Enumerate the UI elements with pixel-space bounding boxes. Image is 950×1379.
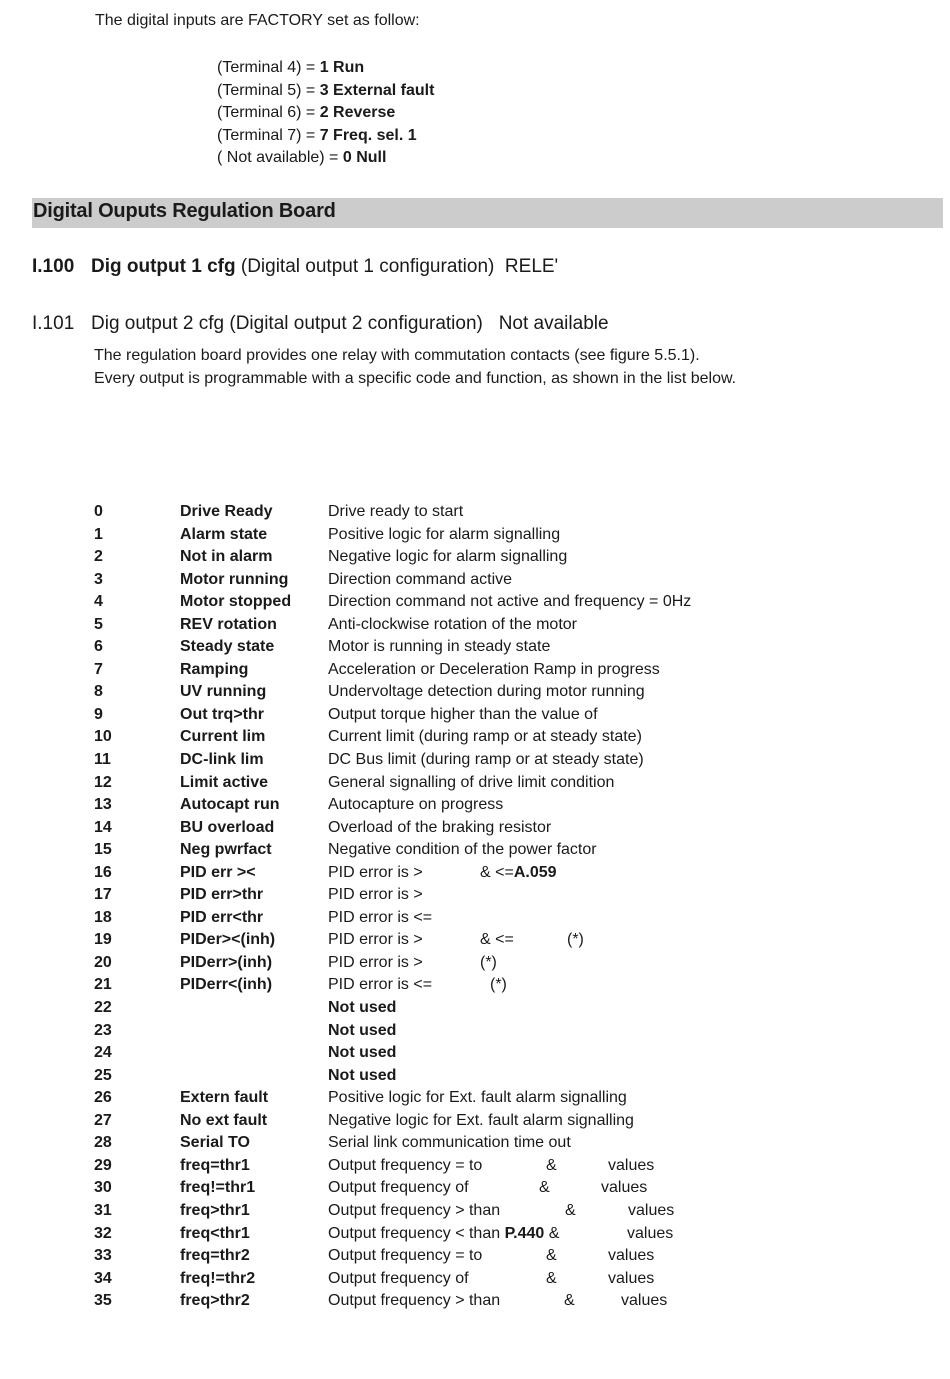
- description-text: Anti-clockwise rotation of the motor: [328, 615, 577, 633]
- output-name: No ext fault: [180, 1111, 268, 1129]
- output-name: freq!=thr2: [180, 1269, 256, 1287]
- output-code: 27: [94, 1111, 112, 1129]
- output-name: DC-link lim: [180, 751, 264, 769]
- terminal-value: 1 Run: [319, 59, 365, 76]
- description-tail: (*): [567, 931, 584, 949]
- description-text: PID error is <=: [328, 976, 433, 994]
- terminal-value: 3 External fault: [319, 81, 435, 99]
- output-name: PID err<thr: [180, 908, 264, 926]
- output-description: [328, 907, 432, 930]
- output-code: 5: [94, 615, 103, 633]
- output-code: 15: [94, 841, 112, 859]
- description-text: Direction command active: [328, 570, 513, 588]
- description-text: Output frequency of: [328, 1269, 469, 1287]
- description-text: Motor is running in steady state: [328, 638, 551, 656]
- output-code: 32: [94, 1224, 112, 1242]
- terminal-label: (Terminal 6) =: [217, 104, 320, 122]
- description-tail: values: [608, 1156, 655, 1174]
- output-code: 0: [94, 503, 103, 520]
- terminal-line: [217, 57, 434, 80]
- description-text: Direction command not active and frequency = 0Hz: [328, 593, 692, 611]
- output-name: Steady state: [180, 638, 275, 656]
- output-code: 33: [94, 1247, 112, 1265]
- output-code: 30: [94, 1179, 112, 1197]
- description-text: DC Bus limit (during ramp or at steady state): [328, 751, 644, 769]
- output-name: PIDerr>(inh): [180, 953, 273, 971]
- description-bold: A.059: [513, 863, 557, 881]
- output-description: [328, 1087, 627, 1110]
- description-text: Output frequency = to: [328, 1247, 483, 1265]
- output-code: 14: [94, 818, 112, 836]
- description-sep: &: [546, 1156, 557, 1174]
- description-text: Positive logic for Ext. fault alarm signalling: [328, 1089, 627, 1107]
- description-tail: values: [608, 1269, 655, 1287]
- output-description: [328, 772, 614, 795]
- description-tail: values: [601, 1179, 648, 1197]
- description-paragraph: [94, 344, 736, 390]
- description-bold: P.440: [504, 1224, 545, 1242]
- param-value: RELE': [504, 256, 559, 277]
- description-tail: (*): [480, 953, 497, 971]
- param-code: I.101: [32, 313, 75, 334]
- output-code: 8: [94, 683, 103, 701]
- description-text: PID error is >: [328, 863, 423, 881]
- param-name: Dig output 1 cfg: [91, 256, 236, 277]
- terminal-value: 2 Reverse: [319, 104, 396, 122]
- output-code: 9: [94, 705, 103, 723]
- description-text: General signalling of drive limit condition: [328, 773, 615, 791]
- output-name: Serial TO: [180, 1134, 250, 1152]
- description-text: PID error is >: [328, 931, 423, 949]
- param-value: Not available: [498, 313, 609, 334]
- output-name: Out trq>thr: [180, 705, 264, 723]
- param-i100: [32, 256, 558, 278]
- description-bold: Not used: [328, 1044, 397, 1062]
- description-text: Current limit (during ramp or at steady state): [328, 728, 642, 746]
- output-name: PID err ><: [180, 863, 256, 881]
- output-code: 21: [94, 976, 112, 994]
- output-description: [328, 1177, 469, 1200]
- output-description: [328, 569, 512, 592]
- output-code: 25: [94, 1066, 112, 1084]
- output-code: 18: [94, 908, 112, 926]
- description-tail: values: [627, 1224, 674, 1242]
- output-name: PID err>thr: [180, 886, 264, 904]
- description-tail: (*): [490, 976, 507, 994]
- output-description: [328, 952, 423, 975]
- output-code: 6: [94, 638, 103, 656]
- description-text: PID error is >: [328, 886, 423, 904]
- output-code: 23: [94, 1021, 112, 1039]
- paragraph-line: The regulation board provides one relay with commutation contacts (see figure 5.5.1).: [94, 347, 700, 364]
- output-description: [328, 1268, 469, 1291]
- description-text: Output frequency < than: [328, 1224, 505, 1242]
- output-description: [328, 501, 463, 524]
- description-sep: & <=: [480, 931, 514, 949]
- terminal-value: 7 Freq. sel. 1: [319, 126, 417, 144]
- output-description: [328, 862, 423, 885]
- description-text: Output frequency = to: [328, 1156, 483, 1174]
- terminal-line: [217, 125, 434, 148]
- output-name: freq=thr2: [180, 1247, 250, 1265]
- output-code: 3: [94, 570, 103, 588]
- description-text: Output frequency > than: [328, 1292, 501, 1310]
- paragraph-line: Every output is programmable with a specific code and function, as shown in the list below.: [94, 370, 737, 387]
- description-sep: &: [546, 1247, 557, 1265]
- terminal-label: (Terminal 4) =: [217, 59, 320, 76]
- output-name: Not in alarm: [180, 548, 273, 566]
- output-name: freq>thr2: [180, 1292, 250, 1310]
- description-text: Overload of the braking resistor: [328, 818, 552, 836]
- description-text: Acceleration or Deceleration Ramp in progress: [328, 660, 660, 678]
- output-code: 34: [94, 1269, 112, 1287]
- output-description: [328, 1245, 482, 1268]
- output-code: 35: [94, 1292, 112, 1310]
- output-description: [328, 591, 691, 614]
- description-sep: &: [564, 1292, 575, 1310]
- terminal-line: [217, 102, 434, 125]
- param-name: Dig output 2 cfg: [91, 313, 225, 334]
- output-name: Motor stopped: [180, 593, 292, 611]
- output-name: PIDer><(inh): [180, 931, 276, 949]
- output-description: [328, 884, 423, 907]
- output-description: [328, 1132, 571, 1155]
- output-name: Ramping: [180, 660, 249, 678]
- output-name: Autocapt run: [180, 796, 280, 814]
- output-name: REV rotation: [180, 615, 277, 633]
- terminal-label: ( Not available) =: [217, 149, 343, 167]
- output-description: [328, 1110, 634, 1133]
- output-name: freq<thr1: [180, 1224, 250, 1242]
- output-name: PIDerr<(inh): [180, 976, 273, 994]
- description-sep: & <=A.059: [480, 863, 557, 881]
- output-description: [328, 614, 577, 637]
- output-code: 24: [94, 1044, 112, 1062]
- output-name: freq!=thr1: [180, 1179, 256, 1197]
- output-code: 10: [94, 728, 112, 746]
- terminal-line: [217, 147, 434, 170]
- param-i101: [32, 313, 609, 335]
- terminal-list: [217, 57, 434, 170]
- output-description: [328, 749, 644, 772]
- intro-text: The digital inputs are FACTORY set as follow:: [95, 12, 420, 29]
- output-name: Alarm state: [180, 525, 268, 543]
- output-code: 11: [94, 751, 111, 769]
- param-desc: (Digital output 2 configuration): [229, 313, 483, 334]
- description-bold: Not used: [328, 999, 397, 1017]
- description-bold: Not used: [328, 1021, 397, 1039]
- output-name: freq>thr1: [180, 1201, 250, 1219]
- section-title: Digital Ouputs Regulation Board: [33, 200, 336, 222]
- output-code: 19: [94, 931, 112, 949]
- output-name: Current lim: [180, 728, 266, 746]
- description-text: Negative logic for Ext. fault alarm signalling: [328, 1111, 634, 1129]
- description-text: Serial link communication time out: [328, 1134, 571, 1152]
- param-code: I.100: [32, 256, 75, 277]
- output-name: BU overload: [180, 818, 275, 836]
- output-code: 31: [94, 1201, 112, 1219]
- output-code: 17: [94, 886, 112, 904]
- description-text: Negative condition of the power factor: [328, 841, 597, 859]
- output-description: [328, 1200, 500, 1223]
- output-code: 7: [94, 660, 103, 678]
- description-text: Negative logic for alarm signalling: [328, 548, 568, 566]
- output-code: 26: [94, 1089, 112, 1107]
- output-description: [328, 659, 660, 682]
- output-description: [328, 524, 560, 547]
- output-name: Drive Ready: [180, 503, 273, 520]
- description-tail: values: [608, 1247, 655, 1265]
- output-name: UV running: [180, 683, 267, 701]
- description-text: Output frequency of: [328, 1179, 469, 1197]
- description-text: Drive ready to start: [328, 503, 464, 520]
- output-name: Neg pwrfact: [180, 841, 272, 859]
- output-name: Motor running: [180, 570, 289, 588]
- description-text: PID error is <=: [328, 908, 433, 926]
- output-description: [328, 839, 597, 862]
- output-code: 2: [94, 548, 103, 566]
- terminal-label: (Terminal 7) =: [217, 126, 320, 144]
- description-tail: values: [621, 1292, 668, 1310]
- description-text: Output frequency > than: [328, 1201, 501, 1219]
- description-text: Output torque higher than the value of: [328, 705, 598, 723]
- output-code: 20: [94, 953, 112, 971]
- output-description: [328, 1223, 559, 1246]
- terminal-value: 0 Null: [342, 149, 387, 167]
- output-name: Limit active: [180, 773, 269, 791]
- output-code: 12: [94, 773, 112, 791]
- output-code: 4: [94, 593, 103, 611]
- description-tail: values: [628, 1201, 675, 1219]
- output-name: Extern fault: [180, 1089, 269, 1107]
- output-description: [328, 974, 432, 997]
- output-description: [328, 929, 423, 952]
- output-description: [328, 681, 645, 704]
- output-description: [328, 704, 598, 727]
- output-description: [328, 1155, 482, 1178]
- output-code: 13: [94, 796, 112, 814]
- description-text: Positive logic for alarm signalling: [328, 525, 561, 543]
- description-sep: &: [546, 1269, 557, 1287]
- output-code: 1: [94, 525, 103, 543]
- output-description: [328, 636, 550, 659]
- output-name: freq=thr1: [180, 1156, 250, 1174]
- param-desc: (Digital output 1 configuration): [240, 256, 495, 277]
- description-text: Undervoltage detection during motor running: [328, 683, 645, 701]
- output-description: [328, 726, 642, 749]
- output-description: [328, 794, 503, 817]
- description-bold: Not used: [328, 1066, 397, 1084]
- output-code: 22: [94, 999, 112, 1017]
- terminal-label: (Terminal 5) =: [217, 81, 320, 99]
- description-sep: &: [539, 1179, 550, 1197]
- terminal-line: [217, 80, 434, 103]
- description-sep: &: [548, 1224, 560, 1242]
- output-description: [328, 817, 551, 840]
- output-code: 29: [94, 1156, 112, 1174]
- description-text: Autocapture on progress: [328, 796, 504, 814]
- description-sep: &: [565, 1201, 576, 1219]
- output-description: [328, 1290, 500, 1313]
- output-code: 16: [94, 863, 112, 881]
- output-code: 28: [94, 1134, 112, 1152]
- description-text: PID error is >: [328, 953, 423, 971]
- output-description: [328, 546, 567, 569]
